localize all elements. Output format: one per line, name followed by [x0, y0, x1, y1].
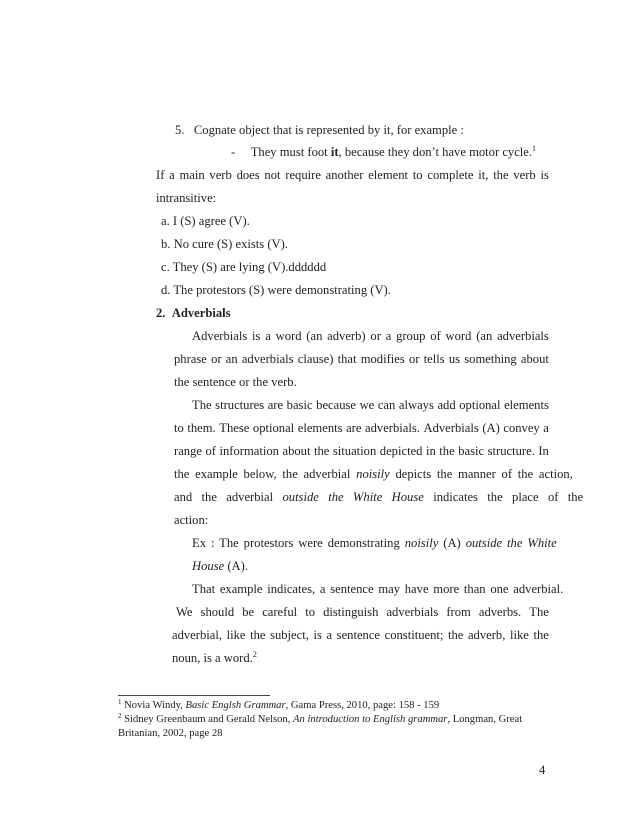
word: of — [205, 444, 216, 458]
word: information — [219, 444, 279, 458]
word: element — [368, 168, 409, 182]
text: depicts the manner of the action, — [389, 467, 573, 481]
paragraph-line — [174, 420, 549, 436]
word: optional — [459, 398, 501, 412]
word: range — [174, 444, 202, 458]
paragraph-line: intransitive: — [156, 191, 217, 205]
paragraph-line: the sentence or the verb. — [174, 375, 297, 389]
word: of — [430, 329, 441, 343]
word: the — [533, 628, 549, 642]
paragraph-line: action: — [174, 513, 209, 527]
word: require — [285, 168, 321, 182]
paragraph-line — [176, 604, 549, 620]
word: the — [250, 628, 266, 642]
word: complete — [427, 168, 474, 182]
paragraph-line — [192, 397, 549, 413]
word: always — [398, 398, 434, 412]
footnote — [118, 713, 522, 726]
word: tells — [423, 352, 445, 366]
word: be — [242, 605, 255, 619]
word: or — [211, 352, 222, 366]
example-text-end: , because they don’t have motor cycle. — [338, 145, 533, 159]
footnote-number: 2 — [118, 712, 122, 720]
text: (A). — [224, 559, 248, 573]
word: the — [493, 168, 509, 182]
word: word — [275, 329, 302, 343]
text: the example below, the adverbial — [174, 467, 357, 481]
italic-text: Basic Englsh Grammar — [185, 700, 286, 711]
example-item: d. The protestors (S) were demonstrating (V). — [161, 283, 391, 297]
word: them. — [187, 421, 216, 435]
word: We — [176, 605, 193, 619]
text: indicates the place of the — [423, 490, 584, 504]
word: a — [265, 329, 271, 343]
word: the — [313, 444, 330, 458]
italic-text: outside the White — [465, 536, 557, 550]
word: or — [370, 329, 381, 343]
word: a — [326, 628, 333, 642]
text: Novia Windy, — [124, 700, 186, 711]
section-title: Adverbials — [171, 306, 231, 320]
word: like — [226, 628, 246, 642]
word: verb — [209, 168, 232, 182]
word: adverb, — [467, 628, 506, 642]
word: an — [225, 352, 238, 366]
word: something — [464, 352, 517, 366]
word: elements — [504, 398, 549, 412]
bold-word: it — [330, 145, 339, 159]
word: The — [529, 605, 549, 619]
word: are — [267, 398, 284, 412]
word: (A) — [482, 421, 500, 435]
word: convey — [503, 421, 540, 435]
word: adverbials — [386, 605, 439, 619]
text: (A) — [438, 536, 466, 550]
word: basic — [458, 444, 485, 458]
word: to — [174, 421, 184, 435]
word: elements — [297, 421, 343, 435]
word: does — [236, 168, 260, 182]
paragraph-line — [172, 627, 549, 643]
word: a — [385, 329, 392, 343]
word: Adverbials — [423, 421, 479, 435]
word: situation — [332, 444, 377, 458]
footnote — [118, 699, 439, 712]
word: modifies — [360, 352, 405, 366]
word: are — [346, 421, 362, 435]
text: , Longman, Great — [447, 714, 523, 725]
word: group — [396, 329, 426, 343]
paragraph-line — [192, 328, 549, 344]
word: Adverbials — [192, 329, 248, 343]
word: that — [337, 352, 357, 366]
word: not — [264, 168, 281, 182]
item-number: 5. — [175, 123, 185, 137]
word: adverbs. — [478, 605, 522, 619]
word: from — [446, 605, 471, 619]
word: phrase — [174, 352, 207, 366]
word: depicted — [379, 444, 423, 458]
example-item: c. They (S) are lying (V).dddddd — [161, 260, 327, 274]
footnote-divider — [118, 695, 270, 696]
paragraph-line: That example indicates, a sentence may have more than one adverbial. — [192, 582, 564, 596]
word: structure. — [487, 444, 535, 458]
footnote-continuation: Britanian, 2002, page 28 — [118, 728, 223, 739]
word: like — [509, 628, 529, 642]
word: sentence — [336, 628, 381, 642]
word: These — [219, 421, 250, 435]
word: adverbials. — [365, 421, 420, 435]
word: adverbials — [241, 352, 294, 366]
italic-text: outside the White House — [282, 490, 424, 504]
example-line — [231, 144, 536, 160]
footnote-ref: 2 — [252, 650, 257, 659]
text: noun, is a word. — [172, 651, 253, 665]
italic-text: noisily — [356, 467, 390, 481]
word: careful — [262, 605, 298, 619]
footnote-number: 1 — [118, 698, 122, 706]
italic-text: noisily — [404, 536, 439, 550]
paragraph-line — [172, 650, 257, 666]
word: The — [192, 398, 212, 412]
word: adverbial, — [172, 628, 222, 642]
text: and the adverbial — [174, 490, 283, 504]
word: is — [313, 628, 322, 642]
word: can — [377, 398, 396, 412]
word: or — [408, 352, 420, 366]
example-line — [192, 558, 248, 574]
example-text: They must foot — [250, 145, 331, 159]
word: should — [200, 605, 235, 619]
page-number: 4 — [539, 763, 546, 777]
word: it, — [478, 168, 489, 182]
word: another — [325, 168, 364, 182]
word: us — [448, 352, 461, 366]
example-item: b. No cure (S) exists (V). — [161, 237, 288, 251]
paragraph-line — [174, 466, 573, 482]
word: distinguish — [323, 605, 379, 619]
footnote-ref: 1 — [532, 144, 537, 153]
word: structures — [215, 398, 265, 412]
list-item-5 — [175, 122, 464, 138]
word: word — [445, 329, 472, 343]
word: in — [425, 444, 436, 458]
word: In — [538, 444, 549, 458]
word: basic — [286, 398, 313, 412]
paragraph-line — [174, 489, 583, 505]
paragraph-line — [174, 351, 549, 367]
word: clause) — [297, 352, 334, 366]
word: is — [252, 329, 261, 343]
word: If — [156, 168, 165, 182]
example-item: a. I (S) agree (V). — [161, 214, 250, 228]
word: adverbials — [497, 329, 549, 343]
word: adverb) — [327, 329, 366, 343]
word: because — [316, 398, 356, 412]
dash: - — [231, 145, 236, 159]
word: a — [543, 421, 549, 435]
word: main — [179, 168, 205, 182]
text: , Gama Press, 2010, page: 158 - 159 — [285, 700, 440, 711]
word: the — [439, 444, 455, 458]
section-heading — [156, 305, 231, 321]
text: Ex : The protestors were demonstrating — [192, 536, 405, 550]
word: optional — [252, 421, 295, 435]
word: about — [520, 352, 549, 366]
italic-text: House — [192, 559, 225, 573]
word: to — [305, 605, 316, 619]
word: we — [359, 398, 375, 412]
word: is — [540, 168, 549, 182]
item-text: Cognate object that is represented by it, for example : — [193, 123, 464, 137]
example-line — [192, 535, 557, 551]
italic-text: An introduction to English grammar — [293, 714, 448, 725]
word: the — [447, 628, 464, 642]
word: to — [412, 168, 423, 182]
word: add — [437, 398, 456, 412]
paragraph-line — [156, 167, 549, 183]
word: subject, — [270, 628, 309, 642]
section-number: 2. — [156, 306, 166, 320]
word: constituent; — [384, 628, 444, 642]
word: verb — [513, 168, 536, 182]
paragraph-line — [174, 443, 549, 459]
word: a — [169, 168, 175, 182]
word: (an — [476, 329, 493, 343]
word: (an — [306, 329, 323, 343]
text: Sidney Greenbaum and Gerald Nelson, — [124, 714, 294, 725]
word: about — [282, 444, 311, 458]
